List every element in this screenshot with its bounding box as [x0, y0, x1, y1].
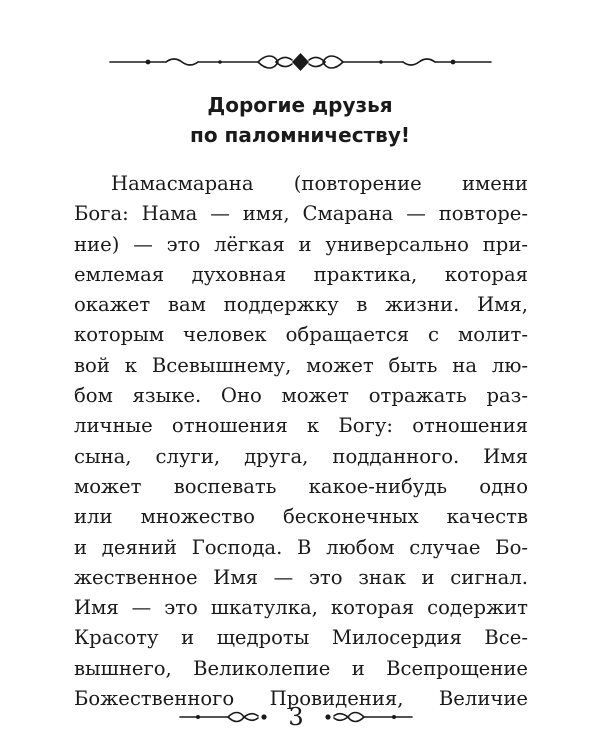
text-line: вой к Всевышнему, может быть на лю-: [74, 353, 528, 377]
text-line: жественное Имя — это знак и сигнал.: [74, 565, 528, 589]
text-line: или множество бесконечных качеств: [74, 505, 528, 529]
body-paragraph: [74, 169, 528, 714]
text-line: личные отношения к Богу: отношения: [74, 414, 528, 438]
text-line: вышнего, Великолепие и Всепрощение: [74, 656, 528, 680]
text-line: Красоту и щедроты Милосердия Все-: [74, 626, 528, 650]
decorative-divider-icon: [108, 50, 493, 74]
text-line: ние) — это лёгкая и универсально при-: [74, 232, 528, 256]
text-line: может воспевать какое-нибудь одно: [74, 474, 528, 498]
text-line: Намасмарана (повторение имени: [111, 172, 528, 195]
title-line-2: по паломничеству!: [190, 123, 410, 147]
page-footer: [0, 700, 600, 734]
text-line: сына, слуги, друга, подданного. Имя: [74, 444, 528, 468]
page-number: 3: [288, 703, 304, 731]
text-line: емлемая духовная практика, которая: [74, 262, 528, 286]
title-line-1: Дорогие друзья: [207, 93, 393, 117]
text-line: и деяний Господа. В любом случае Бо-: [74, 535, 528, 559]
flourish-left-icon: [178, 708, 270, 726]
text-line: Бога: Нама — имя, Смарана — повторе-: [74, 202, 528, 226]
text-line: окажет вам поддержку в жизни. Имя,: [74, 293, 528, 317]
text-line: Имя — это шкатулка, которая содержит: [74, 596, 528, 620]
text-line: бом языке. Оно может отражать раз-: [74, 384, 528, 408]
flourish-right-icon: [322, 708, 414, 726]
page-title: [0, 90, 600, 150]
text-line: Божественного Провидения, Величие: [74, 687, 528, 711]
text-line: которым человек обращается с молит-: [74, 323, 528, 347]
